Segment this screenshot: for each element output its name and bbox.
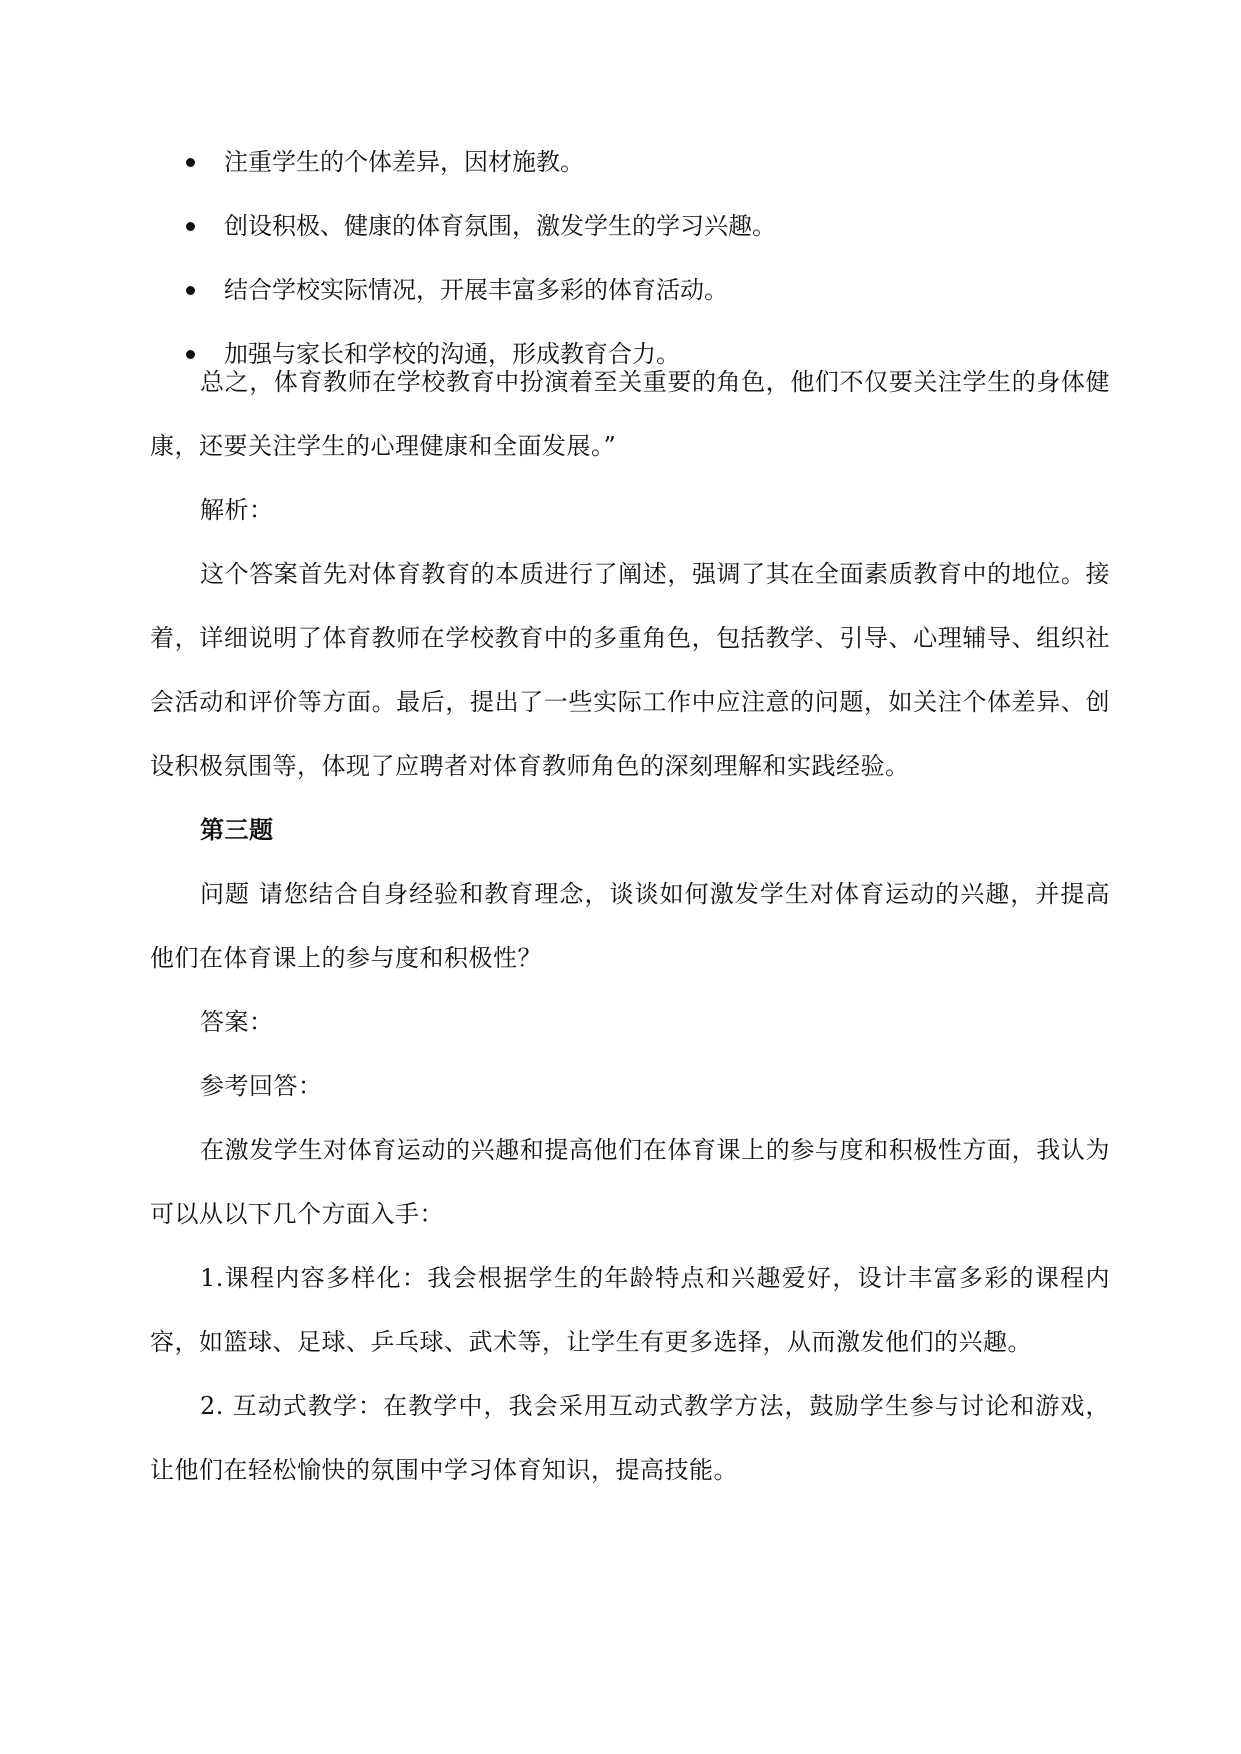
answer-label: 答案：	[200, 1008, 274, 1036]
answer-intro-paragraph: 在激发学生对体育运动的兴趣和提高他们在体育课上的参与度和积极性方面，我认为可以从以下几个方面入手：	[150, 1136, 1110, 1228]
bullet-dot-icon	[186, 286, 195, 295]
question-paragraph: 问题 请您结合自身经验和教育理念，谈谈如何激发学生对体育运动的兴趣，并提高他们在体育课上的参与度和积极性？	[150, 880, 1110, 972]
bullet-item	[150, 268, 1090, 332]
section-heading: 第三题	[200, 816, 274, 844]
bullet-dot-icon	[186, 222, 195, 231]
bullet-text: 加强与家长和学校的沟通，形成教育合力。	[224, 340, 680, 368]
bullet-item	[150, 204, 1090, 268]
bullet-item	[150, 140, 1090, 204]
bullet-text: 注重学生的个体差异，因材施教。	[224, 148, 584, 176]
bullet-text: 结合学校实际情况，开展丰富多彩的体育活动。	[224, 276, 728, 304]
point-1-paragraph: 1.课程内容多样化：我会根据学生的年龄特点和兴趣爱好，设计丰富多彩的课程内容，如篮球、足球、乒乓球、武术等，让学生有更多选择，从而激发他们的兴趣。	[150, 1264, 1110, 1356]
analysis-label: 解析：	[200, 496, 274, 524]
bullet-text: 创设积极、健康的体育氛围，激发学生的学习兴趣。	[224, 212, 776, 240]
point-2-paragraph: 2. 互动式教学：在教学中，我会采用互动式教学方法，鼓励学生参与讨论和游戏，让他们在轻松愉快的氛围中学习体育知识，提高技能。	[150, 1392, 1110, 1484]
analysis-paragraph: 这个答案首先对体育教育的本质进行了阐述，强调了其在全面素质教育中的地位。接着，详细说明了体育教师在学校教育中的多重角色，包括教学、引导、心理辅导、组织社会活动和评价等方面。最后，提出了一些实际工作中应注意的问题，如关注个体差异、创设积极氛围等，体现了应聘者对体育教师角色的深刻理解和实践经验。	[150, 560, 1110, 780]
bullet-dot-icon	[186, 158, 195, 167]
summary-paragraph: 总之，体育教师在学校教育中扮演着至关重要的角色，他们不仅要关注学生的身体健康，还要关注学生的心理健康和全面发展。”	[150, 368, 1110, 460]
reference-label: 参考回答：	[200, 1072, 323, 1100]
